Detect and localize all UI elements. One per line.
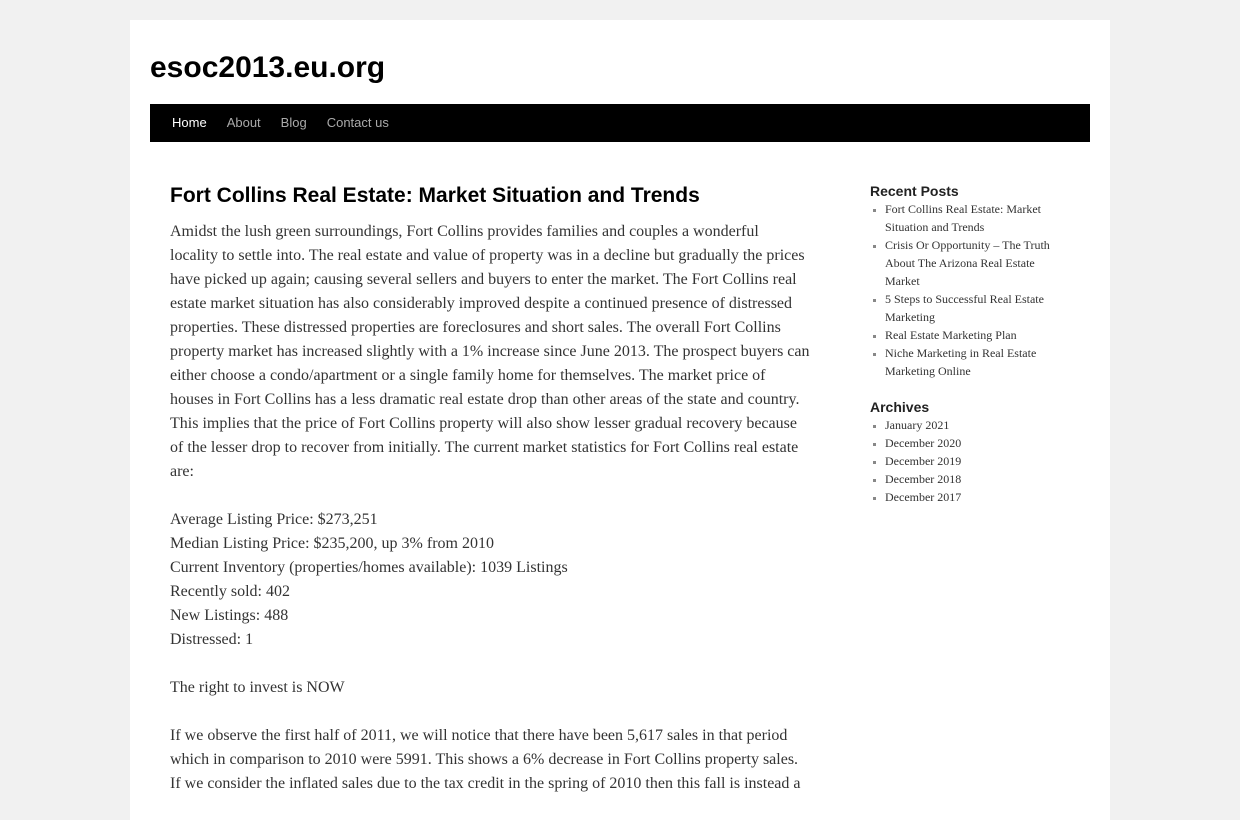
nav-link-about[interactable]: About bbox=[226, 115, 261, 130]
nav-menu bbox=[150, 104, 1090, 142]
stat-distressed: Distressed: 1 bbox=[170, 631, 254, 648]
stat-median-listing-price: Median Listing Price: $235,200, up 3% from 2010 bbox=[170, 535, 494, 552]
post-paragraph-3: If we observe the first half of 2011, we will notice that there have been 5,617 sales in that period which in comparison to 2010 were 5991. This shows a 6% decrease in Fort Collins property sales. If we consider the inflated sales due to the tax credit in the spring of 2010 then this fall is instead a bbox=[170, 727, 801, 792]
archives-list bbox=[870, 416, 1070, 506]
archive-link[interactable]: January 2021 bbox=[885, 418, 950, 432]
stat-average-listing-price: Average Listing Price: $273,251 bbox=[170, 511, 378, 528]
recent-post-item bbox=[885, 200, 1070, 236]
page-wrapper bbox=[130, 20, 1110, 820]
archives-widget bbox=[870, 398, 1070, 506]
recent-post-link[interactable]: Real Estate Marketing Plan bbox=[885, 328, 1017, 342]
nav-link-contact[interactable]: Contact us bbox=[326, 115, 389, 130]
archive-item bbox=[885, 470, 1070, 488]
archive-item bbox=[885, 416, 1070, 434]
nav-item-about bbox=[217, 104, 271, 142]
nav-link-blog[interactable]: Blog bbox=[280, 115, 307, 130]
recent-post-item bbox=[885, 344, 1070, 380]
recent-post-link[interactable]: Niche Marketing in Real Estate Marketing Online bbox=[885, 346, 1037, 378]
archive-item bbox=[885, 452, 1070, 470]
stat-new-listings: New Listings: 488 bbox=[170, 607, 289, 624]
post-stats bbox=[170, 508, 810, 652]
post-callout: The right to invest is NOW bbox=[170, 679, 345, 696]
post-title: Fort Collins Real Estate: Market Situation and Trends bbox=[170, 184, 700, 207]
nav-item-blog bbox=[271, 104, 317, 142]
recent-posts-title: Recent Posts bbox=[870, 183, 959, 199]
archive-link[interactable]: December 2019 bbox=[885, 454, 962, 468]
main-nav bbox=[150, 104, 1090, 142]
post-intro-paragraph: Amidst the lush green surroundings, Fort Collins provides families and couples a wonderful locality to settle into. The real estate and value of property was in a decline but gradually the prices have picked up again; causing several sellers and buyers to enter the market. The Fort Collins real estate market situation has also considerably improved despite a continued presence of distressed properties. These distressed properties are foreclosures and short sales. The overall Fort Collins property market has increased slightly with a 1% increase since June 2013. The prospect buyers can either choose a condo/apartment or a single family home for themselves. The market price of houses in Fort Collins has a less dramatic real estate drop than other areas of the state and country. This implies that the price of Fort Collins property will also show lesser gradual recovery because of the lesser drop to recover from initially. The current market statistics for Fort Collins real estate are: bbox=[170, 223, 810, 480]
sidebar bbox=[870, 182, 1070, 524]
nav-item-contact bbox=[317, 104, 399, 142]
recent-post-link[interactable]: 5 Steps to Successful Real Estate Marketing bbox=[885, 292, 1044, 324]
recent-post-item bbox=[885, 290, 1070, 326]
recent-post-link[interactable]: Fort Collins Real Estate: Market Situation and Trends bbox=[885, 202, 1041, 234]
recent-post-item bbox=[885, 326, 1070, 344]
archives-title: Archives bbox=[870, 399, 930, 415]
main-content bbox=[170, 180, 810, 820]
archive-item bbox=[885, 488, 1070, 506]
archive-link[interactable]: December 2018 bbox=[885, 472, 962, 486]
recent-posts-list bbox=[870, 200, 1070, 380]
nav-item-home bbox=[162, 104, 217, 142]
stat-current-inventory: Current Inventory (properties/homes available): 1039 Listings bbox=[170, 559, 568, 576]
archive-item bbox=[885, 434, 1070, 452]
recent-post-link[interactable]: Crisis Or Opportunity – The Truth About The Arizona Real Estate Market bbox=[885, 238, 1050, 288]
stat-recently-sold: Recently sold: 402 bbox=[170, 583, 290, 600]
site-title-link[interactable]: esoc2013.eu.org bbox=[150, 51, 386, 84]
archive-link[interactable]: December 2020 bbox=[885, 436, 962, 450]
archive-link[interactable]: December 2017 bbox=[885, 490, 962, 504]
recent-posts-widget bbox=[870, 182, 1070, 380]
recent-post-item bbox=[885, 236, 1070, 290]
post-body bbox=[170, 220, 810, 796]
nav-link-home[interactable]: Home bbox=[172, 115, 207, 130]
site-title bbox=[150, 50, 385, 86]
